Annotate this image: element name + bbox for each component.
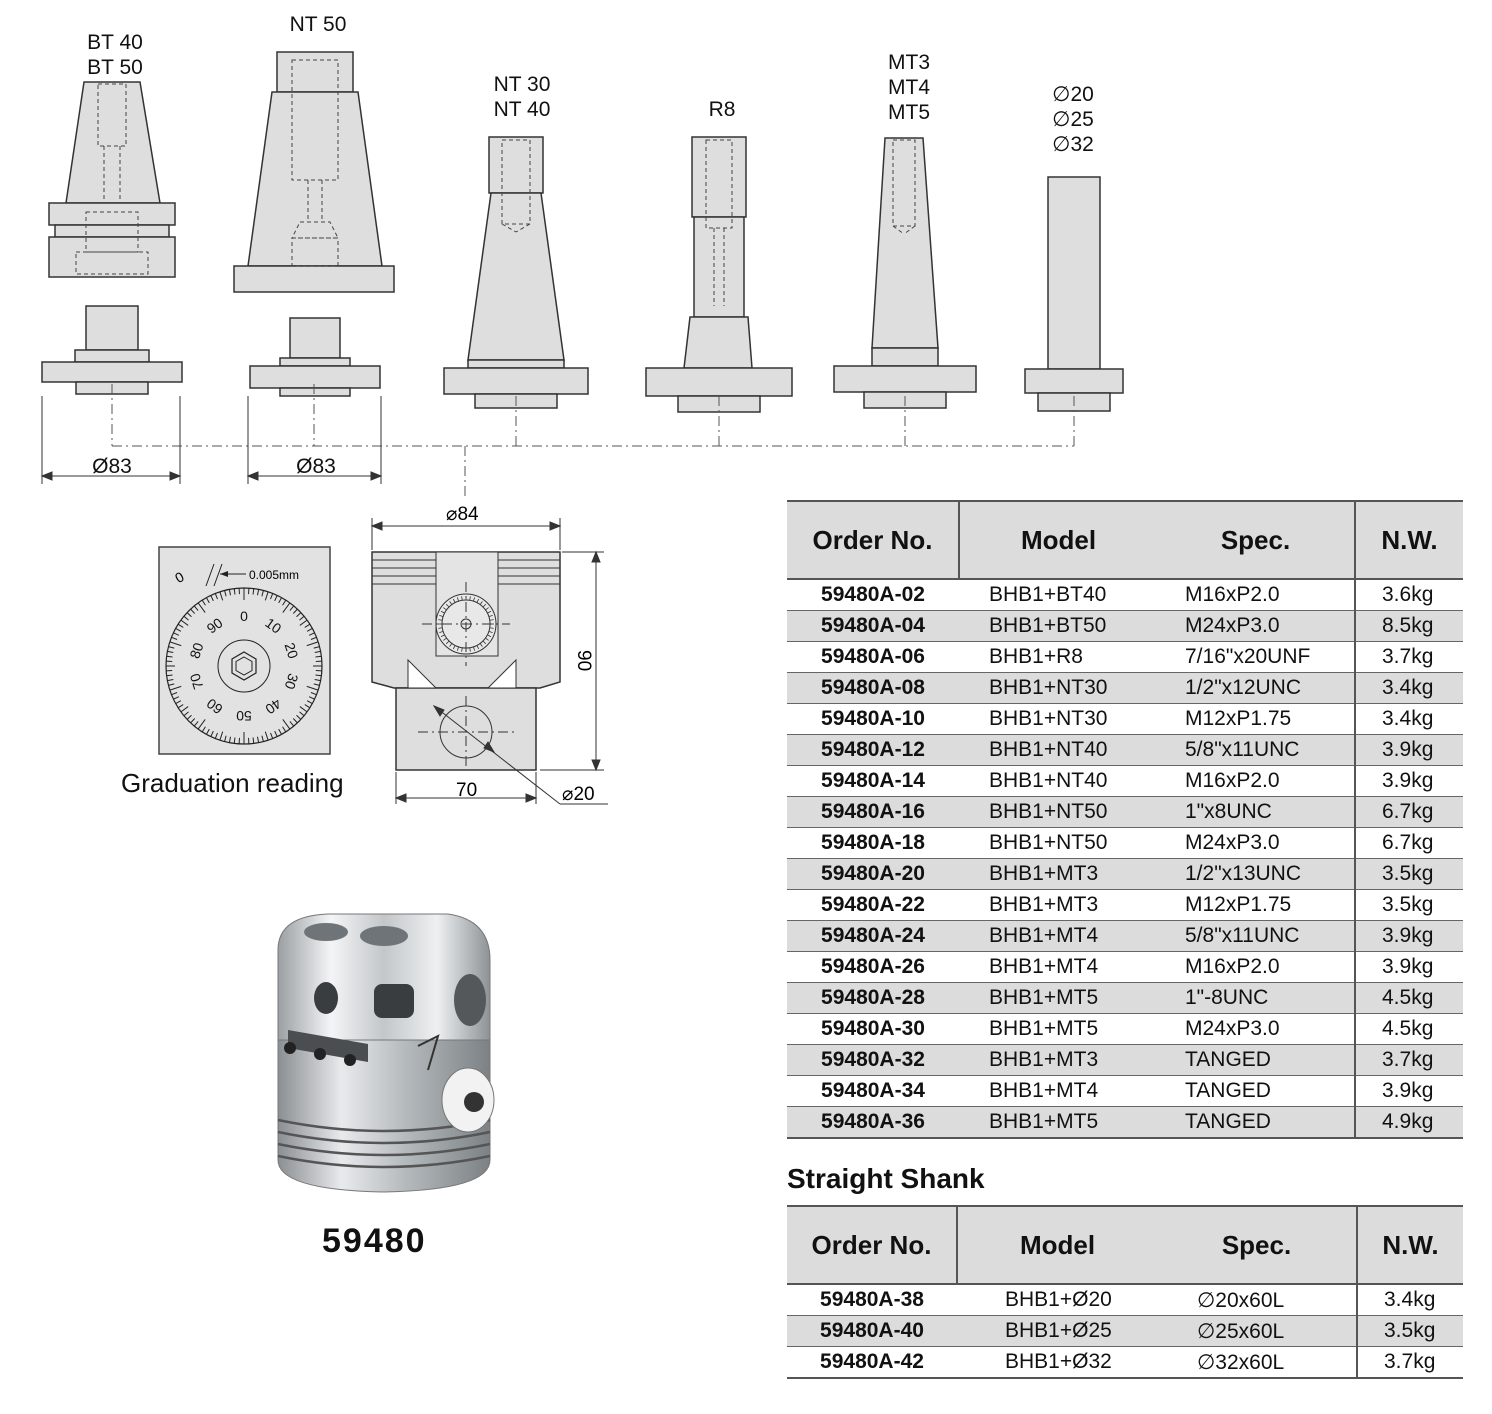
graduation-dial bbox=[158, 546, 331, 756]
bore-dim: ⌀20 bbox=[562, 784, 595, 805]
table-row bbox=[787, 1107, 1463, 1139]
nt50-label: NT 50 bbox=[289, 13, 347, 36]
dial-number: 50 bbox=[236, 708, 252, 724]
weight-cell: 3.4kg bbox=[1357, 1284, 1463, 1316]
spec-cell: M12xP1.75 bbox=[1157, 890, 1355, 921]
straight-shank-table bbox=[787, 1205, 1463, 1379]
model-cell: BHB1+MT3 bbox=[959, 890, 1157, 921]
weight-cell: 6.7kg bbox=[1355, 797, 1463, 828]
spec-cell: ∅20x60L bbox=[1157, 1284, 1357, 1316]
model-cell: BHB1+MT5 bbox=[959, 1107, 1157, 1139]
table-row bbox=[787, 735, 1463, 766]
model-cell: BHB1+MT5 bbox=[959, 983, 1157, 1014]
model-cell: BHB1+MT4 bbox=[959, 921, 1157, 952]
table-header-row bbox=[787, 1206, 1463, 1284]
order-no-cell: 59480A-14 bbox=[787, 766, 959, 797]
mt5-label: MT5 bbox=[888, 101, 930, 124]
weight-cell: 8.5kg bbox=[1355, 611, 1463, 642]
head-height-dim: 90 bbox=[573, 650, 594, 672]
bt50-label: BT 50 bbox=[87, 56, 143, 79]
nt3040-shank-label bbox=[476, 72, 568, 122]
weight-cell: 3.4kg bbox=[1355, 704, 1463, 735]
spec-cell: 7/16"x20UNF bbox=[1157, 642, 1355, 673]
straight-shank-drawing bbox=[1025, 177, 1123, 411]
r8-shank-label bbox=[692, 97, 752, 122]
dial-number: 70 bbox=[186, 671, 207, 692]
order-no-cell: 59480A-34 bbox=[787, 1076, 959, 1107]
model-cell: BHB1+BT50 bbox=[959, 611, 1157, 642]
table-row bbox=[787, 828, 1463, 859]
dial-number: 0 bbox=[240, 608, 248, 624]
flange-dim-nt50: Ø83 bbox=[296, 455, 336, 478]
table-row bbox=[787, 1284, 1463, 1316]
header-spec: Spec. bbox=[1157, 501, 1355, 579]
spec-cell: TANGED bbox=[1157, 1107, 1355, 1139]
spec-cell: ∅25x60L bbox=[1157, 1316, 1357, 1347]
r8-label: R8 bbox=[708, 98, 736, 121]
nt50-shank-drawing bbox=[234, 52, 394, 396]
weight-cell: 3.6kg bbox=[1355, 579, 1463, 611]
dial-unit-label: 0.005mm bbox=[249, 568, 300, 582]
spec-cell: ∅32x60L bbox=[1157, 1347, 1357, 1379]
order-no-cell: 59480A-28 bbox=[787, 983, 959, 1014]
header-spec: Spec. bbox=[1157, 1206, 1357, 1284]
model-cell: BHB1+Ø25 bbox=[957, 1316, 1157, 1347]
weight-cell: 3.9kg bbox=[1355, 766, 1463, 797]
dial-number: 80 bbox=[186, 640, 207, 661]
order-no-cell: 59480A-24 bbox=[787, 921, 959, 952]
order-no-cell: 59480A-20 bbox=[787, 859, 959, 890]
table-row bbox=[787, 766, 1463, 797]
weight-cell: 3.5kg bbox=[1355, 890, 1463, 921]
order-no-cell: 59480A-26 bbox=[787, 952, 959, 983]
table-row bbox=[787, 579, 1463, 611]
table-row bbox=[787, 890, 1463, 921]
spec-cell: M24xP3.0 bbox=[1157, 611, 1355, 642]
spec-cell: TANGED bbox=[1157, 1076, 1355, 1107]
dial-number: 40 bbox=[262, 695, 285, 718]
dial-number: 10 bbox=[262, 614, 285, 637]
dial-number: 20 bbox=[281, 640, 302, 661]
spec-cell: 5/8"x11UNC bbox=[1157, 921, 1355, 952]
header-model: Model bbox=[959, 501, 1157, 579]
nt3040-shank-drawing bbox=[444, 137, 588, 408]
weight-cell: 3.7kg bbox=[1355, 642, 1463, 673]
header-order-no: Order No. bbox=[787, 501, 959, 579]
nt40-label: NT 40 bbox=[493, 98, 551, 121]
model-cell: BHB1+MT5 bbox=[959, 1014, 1157, 1045]
weight-cell: 6.7kg bbox=[1355, 828, 1463, 859]
order-no-cell: 59480A-32 bbox=[787, 1045, 959, 1076]
header-model: Model bbox=[957, 1206, 1157, 1284]
model-cell: BHB1+MT3 bbox=[959, 859, 1157, 890]
table-row bbox=[787, 673, 1463, 704]
dial-number: 30 bbox=[281, 671, 302, 692]
order-no-cell: 59480A-36 bbox=[787, 1107, 959, 1139]
d25-label: ∅25 bbox=[1052, 108, 1094, 131]
spec-cell: TANGED bbox=[1157, 1045, 1355, 1076]
model-cell: BHB1+Ø20 bbox=[957, 1284, 1157, 1316]
spec-cell: M16xP2.0 bbox=[1157, 579, 1355, 611]
product-code: 59480 bbox=[322, 1222, 427, 1260]
r8-shank-drawing bbox=[646, 137, 792, 412]
weight-cell: 4.5kg bbox=[1355, 983, 1463, 1014]
nt50-shank-label bbox=[272, 12, 364, 37]
weight-cell: 3.5kg bbox=[1357, 1316, 1463, 1347]
spec-cell: 5/8"x11UNC bbox=[1157, 735, 1355, 766]
boring-head-drawing bbox=[360, 500, 620, 820]
mt-shank-label bbox=[874, 50, 944, 125]
model-cell: BHB1+R8 bbox=[959, 642, 1157, 673]
mt4-label: MT4 bbox=[888, 76, 930, 99]
dial-zero-mark: 0 bbox=[172, 568, 187, 587]
mt3-label: MT3 bbox=[888, 51, 930, 74]
dial-number: 60 bbox=[203, 695, 226, 718]
table-row bbox=[787, 859, 1463, 890]
dial-number: 90 bbox=[203, 614, 226, 637]
table-row bbox=[787, 1347, 1463, 1379]
order-no-cell: 59480A-16 bbox=[787, 797, 959, 828]
model-cell: BHB1+NT40 bbox=[959, 735, 1157, 766]
header-nw: N.W. bbox=[1355, 501, 1463, 579]
weight-cell: 3.7kg bbox=[1357, 1347, 1463, 1379]
nt30-label: NT 30 bbox=[493, 73, 551, 96]
bt-shank-label bbox=[70, 30, 160, 80]
order-no-cell: 59480A-30 bbox=[787, 1014, 959, 1045]
order-no-cell: 59480A-12 bbox=[787, 735, 959, 766]
model-cell: BHB1+NT50 bbox=[959, 828, 1157, 859]
table-row bbox=[787, 1076, 1463, 1107]
weight-cell: 3.9kg bbox=[1355, 1076, 1463, 1107]
spec-cell: M24xP3.0 bbox=[1157, 828, 1355, 859]
spec-cell: M16xP2.0 bbox=[1157, 766, 1355, 797]
model-cell: BHB1+MT4 bbox=[959, 1076, 1157, 1107]
order-no-cell: 59480A-38 bbox=[787, 1284, 957, 1316]
table-header-row bbox=[787, 501, 1463, 579]
model-cell: BHB1+NT30 bbox=[959, 673, 1157, 704]
table-row bbox=[787, 1045, 1463, 1076]
main-spec-table bbox=[787, 500, 1463, 1139]
head-diameter-dim: ⌀84 bbox=[446, 504, 479, 525]
order-no-cell: 59480A-04 bbox=[787, 611, 959, 642]
model-cell: BHB1+MT3 bbox=[959, 1045, 1157, 1076]
model-cell: BHB1+NT50 bbox=[959, 797, 1157, 828]
order-no-cell: 59480A-02 bbox=[787, 579, 959, 611]
order-no-cell: 59480A-08 bbox=[787, 673, 959, 704]
table-row bbox=[787, 797, 1463, 828]
straight-shank-title: Straight Shank bbox=[787, 1163, 985, 1194]
model-cell: BHB1+BT40 bbox=[959, 579, 1157, 611]
table-row bbox=[787, 921, 1463, 952]
order-no-cell: 59480A-18 bbox=[787, 828, 959, 859]
spec-cell: 1"-8UNC bbox=[1157, 983, 1355, 1014]
table-row bbox=[787, 983, 1463, 1014]
table-row bbox=[787, 1014, 1463, 1045]
weight-cell: 4.5kg bbox=[1355, 1014, 1463, 1045]
graduation-caption: Graduation reading bbox=[121, 768, 344, 798]
product-photo bbox=[268, 910, 498, 1200]
order-no-cell: 59480A-06 bbox=[787, 642, 959, 673]
weight-cell: 4.9kg bbox=[1355, 1107, 1463, 1139]
straight-shank-label bbox=[1038, 82, 1108, 157]
header-nw: N.W. bbox=[1357, 1206, 1463, 1284]
weight-cell: 3.9kg bbox=[1355, 921, 1463, 952]
table-row bbox=[787, 642, 1463, 673]
table-row bbox=[787, 611, 1463, 642]
table-row bbox=[787, 704, 1463, 735]
weight-cell: 3.9kg bbox=[1355, 952, 1463, 983]
weight-cell: 3.7kg bbox=[1355, 1045, 1463, 1076]
order-no-cell: 59480A-22 bbox=[787, 890, 959, 921]
weight-cell: 3.9kg bbox=[1355, 735, 1463, 766]
table-row bbox=[787, 952, 1463, 983]
head-width-dim: 70 bbox=[456, 780, 478, 801]
mt-shank-drawing bbox=[834, 138, 976, 408]
model-cell: BHB1+Ø32 bbox=[957, 1347, 1157, 1379]
d32-label: ∅32 bbox=[1052, 133, 1094, 156]
spec-cell: 1"x8UNC bbox=[1157, 797, 1355, 828]
spec-cell: 1/2"x13UNC bbox=[1157, 859, 1355, 890]
bt40-label: BT 40 bbox=[87, 31, 143, 54]
d20-label: ∅20 bbox=[1052, 83, 1094, 106]
spec-cell: M24xP3.0 bbox=[1157, 1014, 1355, 1045]
table-row bbox=[787, 1316, 1463, 1347]
order-no-cell: 59480A-42 bbox=[787, 1347, 957, 1379]
spec-cell: 1/2"x12UNC bbox=[1157, 673, 1355, 704]
flange-dim-bt: Ø83 bbox=[92, 455, 132, 478]
order-no-cell: 59480A-10 bbox=[787, 704, 959, 735]
shank-drawings bbox=[0, 0, 1492, 500]
weight-cell: 3.5kg bbox=[1355, 859, 1463, 890]
order-no-cell: 59480A-40 bbox=[787, 1316, 957, 1347]
bt-shank-drawing bbox=[42, 82, 182, 394]
header-order-no: Order No. bbox=[787, 1206, 957, 1284]
model-cell: BHB1+NT30 bbox=[959, 704, 1157, 735]
model-cell: BHB1+NT40 bbox=[959, 766, 1157, 797]
spec-cell: M12xP1.75 bbox=[1157, 704, 1355, 735]
spec-cell: M16xP2.0 bbox=[1157, 952, 1355, 983]
model-cell: BHB1+MT4 bbox=[959, 952, 1157, 983]
weight-cell: 3.4kg bbox=[1355, 673, 1463, 704]
